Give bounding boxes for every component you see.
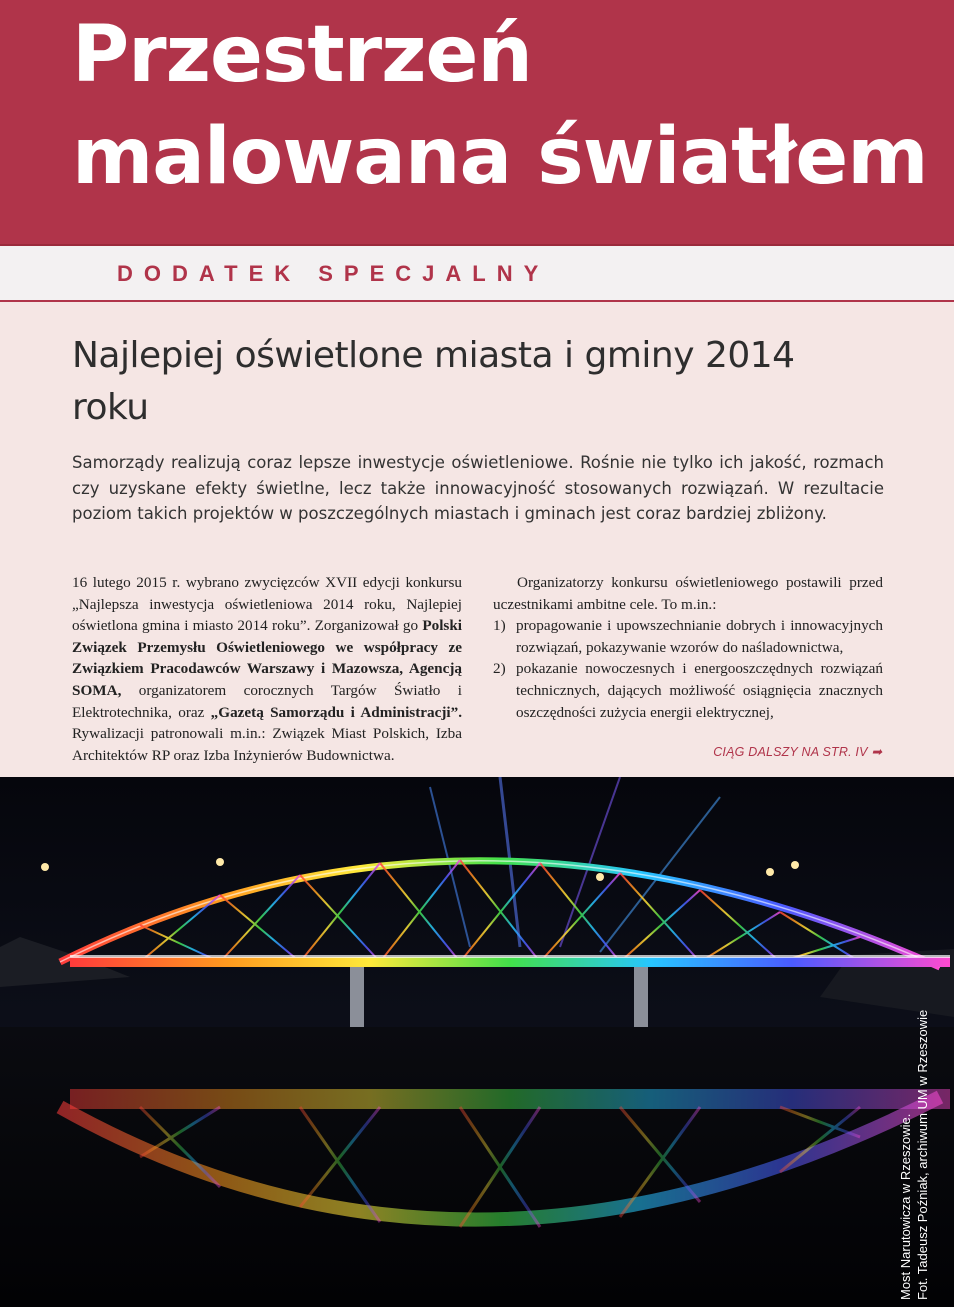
list-number: 2) xyxy=(493,660,506,678)
continued-label: CIĄG DALSZY NA STR. IV xyxy=(713,745,868,759)
list-text: pokazanie nowoczesnych i energooszczędnych rozwiązań technicznych, dających możliwość osiągnięcia znacznych oszczędności zużycia energii elektrycznej, xyxy=(516,660,883,721)
column-2-intro: Organizatorzy konkursu oświetleniowego postawili przed uczestnikami ambitne cele. To m.in.: xyxy=(493,574,883,613)
list-number: 1) xyxy=(493,617,506,635)
caption-line-1: Most Narutowicza w Rzeszowie. xyxy=(898,1113,913,1300)
continued-link[interactable] xyxy=(713,744,882,759)
text-run: 16 lutego 2015 r. wybrano zwycięzców XVII edycji konkursu „Najlepsza inwestycja oświetleniowa 2014 roku, Najlepiej oświetlona gmina i miasto 2014 roku”. Zorganizował go xyxy=(72,574,462,635)
section-banner xyxy=(0,244,954,302)
text-run: Rywalizacji patronowali m.in.: Związek Miast Polskich, Izba Architektów RP oraz Izba Inżynierów Budownictwa. xyxy=(72,725,462,764)
list-item xyxy=(493,615,883,658)
deck-reflection xyxy=(70,1089,950,1109)
article-lead: Samorządy realizują coraz lepsze inwestycje oświetleniowe. Rośnie nie tylko ich jakość, rozmach czy uzyskane efekty świetlne, lecz także innowacyjność stosowanych rozwiązań. W rezultacie poziom takich projektów w poszczególnych miastach i gminach jest coraz bardziej zbliżony. xyxy=(72,453,884,523)
caption-line-2: Fot. Tadeusz Poźniak, archiwum UM w Rzeszowie xyxy=(915,1009,930,1300)
bridge-photo xyxy=(0,777,954,1307)
article xyxy=(0,302,954,777)
bridge-illustration xyxy=(0,777,954,1307)
text-run: organizatorem corocznych Targów Światło i Elektrotechnika, oraz xyxy=(72,681,462,721)
section-label: DODATEK SPECJALNY xyxy=(117,261,550,286)
arrow-right-icon: ➡ xyxy=(871,745,882,759)
title-line-2: malowana światłem xyxy=(72,112,928,202)
bridge-pier xyxy=(634,967,648,1027)
goals-list xyxy=(493,615,883,723)
bridge-pier xyxy=(350,967,364,1027)
title-line-1: Przestrzeń xyxy=(72,10,532,100)
bold-run: Polski Związek Przemysłu Oświetleniowego we współpracy ze Związkiem Pracodawców Warszawy i Mazowsza, Agencją SOMA, xyxy=(72,617,462,699)
article-column-2 xyxy=(493,572,883,723)
page-title xyxy=(72,4,928,208)
masthead xyxy=(0,0,954,244)
list-text: propagowanie i upowszechnianie dobrych i innowacyjnych rozwiązań, pokazywanie wzorów do naśladownictwa, xyxy=(516,617,883,656)
article-headline: Najlepiej oświetlone miasta i gminy 2014 roku xyxy=(72,335,795,428)
river xyxy=(0,1027,954,1307)
list-item xyxy=(493,658,883,723)
column-1-paragraph xyxy=(72,572,462,766)
bridge-deck xyxy=(70,957,950,967)
photo-caption xyxy=(897,1010,931,1300)
article-column-1 xyxy=(72,572,462,766)
bold-run: „Gazetą Samorządu i Administracji”. xyxy=(210,703,462,721)
